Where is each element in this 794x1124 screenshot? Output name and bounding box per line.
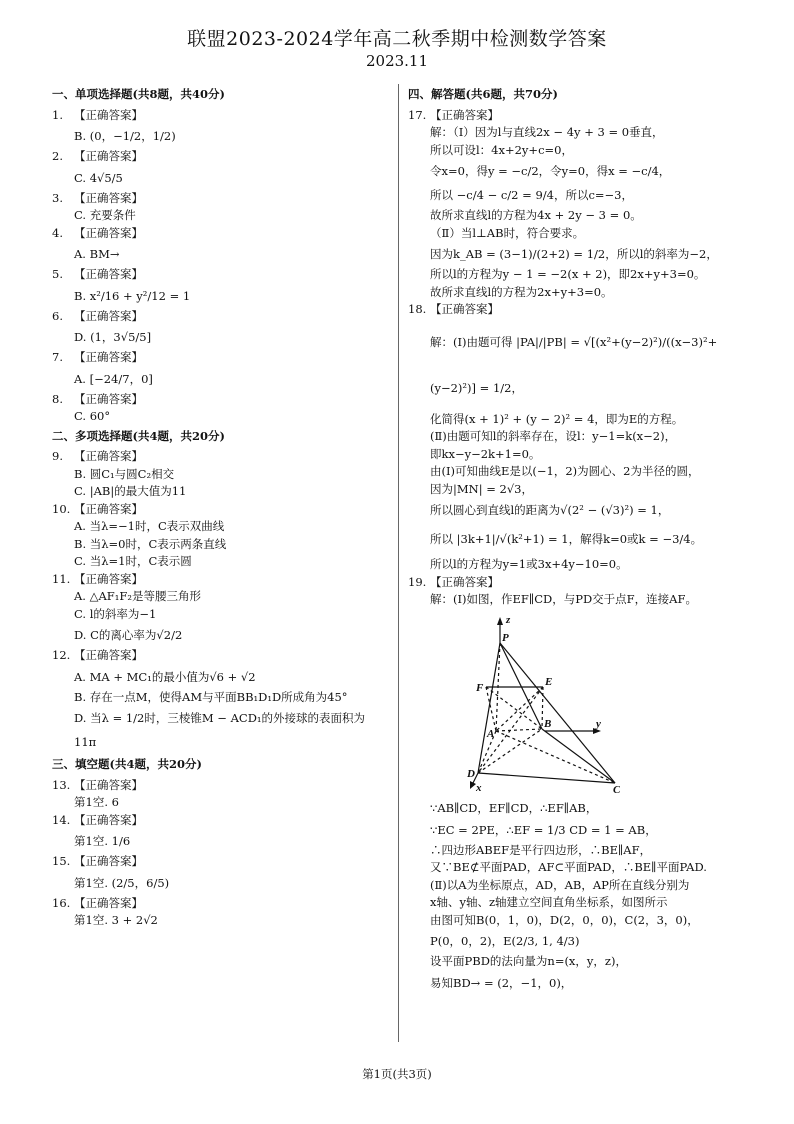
question-3 xyxy=(52,190,387,208)
question-7 xyxy=(52,349,387,367)
question-number: 17. xyxy=(408,107,427,122)
solution-line: ∴四边形ABEF是平行四边形，∴BE∥AF， xyxy=(430,842,652,857)
label-P: P xyxy=(502,631,509,644)
solution-line: x轴、y轴、z轴建立空间直角坐标系，如图所示 xyxy=(430,895,668,909)
page-title: 联盟2023-2024学年高二秋季期中检测数学答案 xyxy=(187,28,607,50)
label-F: F xyxy=(476,681,484,694)
question-number: 11. xyxy=(52,571,71,586)
solution-line: 令x=0，得y = −c/2，令y=0，得x = −c/4， xyxy=(430,164,671,178)
answer-label: 【正确答案】 xyxy=(74,571,143,586)
question-17 xyxy=(408,107,748,125)
question-number: 15. xyxy=(52,854,71,868)
answer-label: 【正确答案】 xyxy=(74,308,143,323)
question-number: 14. xyxy=(52,812,71,827)
section-heading-single-choice: 一、单项选择题(共8题，共40分) xyxy=(52,87,225,101)
answer-14: 第1空. 1/6 xyxy=(74,834,131,848)
answer-10-option-c: C. 当λ=1时，C表示圆 xyxy=(74,554,192,568)
question-number: 2. xyxy=(52,149,63,163)
solution-line: 所以 |3k+1|/√(k²+1) = 1，解得k=0或k = −3/4。 xyxy=(430,532,703,546)
solution-line: 所以l的方程为y − 1 = −2(x + 2)，即2x+y+3=0。 xyxy=(430,267,706,281)
solution-18 xyxy=(408,319,748,574)
answer-label: 【正确答案】 xyxy=(74,107,143,122)
label-E: E xyxy=(545,675,553,688)
solution-line: 所以l的方程为y=1或3x+4y−10=0。 xyxy=(430,557,628,571)
solution-line: 因为|MN| = 2√3， xyxy=(430,481,533,496)
answer-label: 【正确答案】 xyxy=(74,225,143,240)
section-heading-multiple-choice: 二、多项选择题(共4题，共20分) xyxy=(52,428,225,443)
geometry-figure xyxy=(450,613,748,799)
answer-4: A. BM→ xyxy=(74,247,120,261)
section-heading-fill-in: 三、填空题(共4题，共20分) xyxy=(52,757,202,771)
answer-12-option-d: D. 当λ = 1/2时，三棱锥M − ACD₁的外接球的表面积为 xyxy=(74,711,366,725)
question-number: 5. xyxy=(52,267,63,281)
solution-line: 解：(Ⅰ)如图，作EF∥CD，与PD交于点F，连接AF。 xyxy=(430,592,697,606)
question-13 xyxy=(52,777,387,795)
answer-11-option-a: A. △AF₁F₂是等腰三角形 xyxy=(74,589,201,603)
answer-2: C. 4√5/5 xyxy=(74,170,123,185)
solution-19 xyxy=(408,591,748,995)
label-y: y xyxy=(596,717,601,730)
solution-line: 因为k_AB = (3−1)/(2+2) = 1/2，所以l的斜率为−2， xyxy=(430,247,718,261)
question-16 xyxy=(52,895,387,913)
answer-label: 【正确答案】 xyxy=(74,648,143,662)
answer-label: 【正确答案】 xyxy=(74,190,143,205)
answer-label: 【正确答案】 xyxy=(74,812,143,827)
answer-label: 【正确答案】 xyxy=(74,777,143,792)
solution-line: 易知BD→ = (2，−1，0)， xyxy=(430,975,573,990)
solution-line: ∵EC = 2PE，∴EF = 1/3 CD = 1 = AB， xyxy=(430,822,657,837)
solution-line: 所以 −c/4 − c/2 = 9/4，所以c=−3， xyxy=(430,188,633,202)
question-number: 4. xyxy=(52,225,63,240)
page-footer: 第1页(共3页) xyxy=(362,1067,432,1081)
answer-label: 【正确答案】 xyxy=(430,302,499,316)
edge-PD xyxy=(478,643,500,773)
label-D: D xyxy=(467,767,475,780)
question-8 xyxy=(52,391,387,409)
question-number: 8. xyxy=(52,391,63,406)
solution-line: 化简得(x + 1)² + (y − 2)² = 4，即为E的方程。 xyxy=(430,411,684,426)
answer-7: A. [−24/7，0] xyxy=(74,371,153,386)
solution-line: 由(Ⅰ)可知曲线E是以(−1，2)为圆心、2为半径的圆， xyxy=(430,464,700,478)
column-divider xyxy=(398,84,399,1042)
solution-line: (Ⅱ)由题可知l的斜率存在，设l：y−1=k(x−2)， xyxy=(430,429,677,443)
solution-line: 所以圆心到直线l的距离为√(2² − (√3)²) = 1， xyxy=(430,503,670,517)
question-number: 12. xyxy=(52,648,71,662)
question-2 xyxy=(52,148,387,166)
edge-EB xyxy=(542,687,543,729)
answer-11-option-c: C. l的斜率为−1 xyxy=(74,606,157,621)
question-number: 18. xyxy=(408,302,427,316)
question-9 xyxy=(52,448,387,466)
question-18 xyxy=(408,301,748,319)
solution-line: (Ⅱ)以A为坐标原点，AD，AB，AP所在直线分别为 xyxy=(430,877,690,892)
question-number: 13. xyxy=(52,777,71,792)
answer-12-option-b: B. 存在一点M，使得AM与平面BB₁D₁D所成角为45° xyxy=(74,689,348,704)
question-4 xyxy=(52,225,387,243)
left-column xyxy=(52,84,387,930)
edge-DC xyxy=(478,773,615,783)
page-date: 2023.11 xyxy=(365,52,429,70)
question-5 xyxy=(52,266,387,284)
answer-5: B. x²/16 + y²/12 = 1 xyxy=(74,288,191,303)
answer-1: B. (0，−1/2，1/2) xyxy=(74,129,176,143)
solution-line: 又∵BE⊄平面PAD，AF⊂平面PAD，∴BE∥平面PAD. xyxy=(430,860,707,874)
answer-label: 【正确答案】 xyxy=(74,501,143,516)
solution-line: 解：(Ⅰ)由题可得 |PA|/|PB| = √[(x²+(y−2)²)/((x−3)²+(y−2)²)] = 1/2， xyxy=(430,334,718,395)
pyramid-diagram xyxy=(450,613,620,793)
solution-17 xyxy=(408,124,748,301)
edge-PC xyxy=(500,643,615,783)
answer-3: C. 充要条件 xyxy=(74,208,136,222)
z-axis-arrow xyxy=(497,617,503,625)
answer-10-option-b: B. 当λ=0时，C表示两条直线 xyxy=(74,536,227,551)
answer-15: 第1空. (2/5，6/5) xyxy=(74,875,170,890)
question-14 xyxy=(52,812,387,830)
answer-label: 【正确答案】 xyxy=(74,149,143,163)
answer-16: 第1空. 3 + 2√2 xyxy=(74,913,158,927)
question-number: 19. xyxy=(408,574,427,589)
solution-line: 解：（Ⅰ）因为l与直线2x − 4y + 3 = 0垂直， xyxy=(430,125,664,139)
answer-label: 【正确答案】 xyxy=(74,350,143,364)
solution-line: 即kx−y−2k+1=0。 xyxy=(430,446,541,461)
answer-6: D. (1，3√5/5] xyxy=(74,330,152,344)
solution-line: 所以可设l：4x+2y+c=0， xyxy=(430,142,573,157)
solution-line: 由图可知B(0，1，0)，D(2，0，0)，C(2，3，0)， xyxy=(430,912,699,927)
label-A: A xyxy=(487,727,495,740)
solution-line: 故所求直线l的方程为2x+y+3=0。 xyxy=(430,284,613,299)
answer-12-option-a: A. MA + MC₁的最小值为√6 + √2 xyxy=(74,669,256,684)
section-heading-solutions: 四、解答题(共6题，共70分) xyxy=(408,87,558,101)
answer-label: 【正确答案】 xyxy=(430,574,499,589)
solution-line: 故所求直线l的方程为4x + 2y − 3 = 0。 xyxy=(430,208,642,222)
question-number: 3. xyxy=(52,190,63,205)
label-B: B xyxy=(544,717,552,730)
answer-label: 【正确答案】 xyxy=(430,107,499,122)
question-number: 16. xyxy=(52,895,71,910)
question-10 xyxy=(52,501,387,519)
question-number: 9. xyxy=(52,449,63,463)
solution-line: ∵AB∥CD，EF∥CD，∴EF∥AB， xyxy=(430,801,598,815)
answer-9-option-c: C. |AB|的最大值为11 xyxy=(74,484,187,498)
answer-13: 第1空. 6 xyxy=(74,795,119,809)
answer-label: 【正确答案】 xyxy=(74,449,143,463)
question-number: 10. xyxy=(52,501,71,516)
label-z: z xyxy=(506,613,511,626)
answer-11-option-d: D. C的离心率为√2/2 xyxy=(74,628,183,642)
answer-label: 【正确答案】 xyxy=(74,854,143,868)
question-11 xyxy=(52,571,387,589)
solution-line: 设平面PBD的法向量为n=(x，y，z)， xyxy=(430,954,627,968)
question-number: 6. xyxy=(52,308,63,323)
question-12 xyxy=(52,647,387,665)
answer-12-option-d-cont: 11π xyxy=(74,735,97,749)
solution-line: P(0，0，2)，E(2/3, 1, 4/3) xyxy=(430,934,580,948)
solution-line: （Ⅱ）当l⊥AB时，符合要求。 xyxy=(430,225,585,240)
answer-8: C. 60° xyxy=(74,409,111,423)
question-19 xyxy=(408,574,748,592)
edge-AB xyxy=(496,729,542,731)
right-column xyxy=(408,84,748,995)
label-C: C xyxy=(613,783,620,793)
question-1 xyxy=(52,107,387,125)
answer-label: 【正确答案】 xyxy=(74,391,143,406)
label-x: x xyxy=(476,781,482,793)
answer-10-option-a: A. 当λ=−1时，C表示双曲线 xyxy=(74,519,225,533)
answer-9-option-b: B. 圆C₁与圆C₂相交 xyxy=(74,466,175,481)
question-number: 1. xyxy=(52,107,63,122)
question-6 xyxy=(52,308,387,326)
answer-label: 【正确答案】 xyxy=(74,895,143,910)
question-15 xyxy=(52,853,387,871)
answer-label: 【正确答案】 xyxy=(74,267,143,281)
question-number: 7. xyxy=(52,350,63,364)
